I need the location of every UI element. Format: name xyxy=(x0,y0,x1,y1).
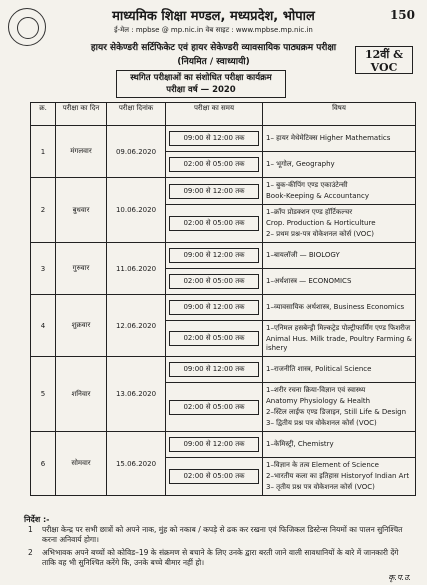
time-slot: 02:00 से 05:00 तक xyxy=(169,216,259,231)
subject-line: 1–अर्थशास्त्र — ECONOMICS xyxy=(266,277,352,285)
subject-line: 2–स्टिल लाईफ एण्ड डिजाइन, Still Life & Design xyxy=(266,408,407,416)
table-row xyxy=(31,178,416,205)
time-cell xyxy=(166,178,263,205)
subject-line: Animal Hus. Milk trade, Poultry Farming & ishery xyxy=(266,335,412,352)
subject-cell xyxy=(263,295,416,321)
row-date: 10.06.2020 xyxy=(107,178,166,243)
subject-line: 1–क्रॉप प्रोडक्शन एण्ड हॉर्टिकल्चर xyxy=(266,208,353,216)
header-day: परीक्षा का दिन xyxy=(56,103,107,126)
subject-cell xyxy=(263,321,416,357)
subject-line: 1–शरीर रचना क्रिया-विज्ञान एवं स्वास्थ्य xyxy=(266,386,366,394)
schedule-body xyxy=(31,126,416,496)
time-cell xyxy=(166,357,263,383)
subject-line: 1–व्यावसायिक अर्थशास्त्र, Business Economics xyxy=(266,303,405,311)
time-slot: 02:00 से 05:00 तक xyxy=(169,400,259,415)
note-item xyxy=(28,525,410,545)
subject-cell xyxy=(263,178,416,205)
subject-cell xyxy=(263,269,416,295)
class-line-1: 12वीं & xyxy=(364,48,404,61)
time-slot: 09:00 से 12:00 तक xyxy=(169,248,259,263)
subject-cell xyxy=(263,152,416,178)
time-cell xyxy=(166,243,263,269)
footer-mark: कृ.प.उ. xyxy=(388,573,411,582)
subject-line: 1–बायलॉजी — BIOLOGY xyxy=(266,251,340,259)
note-number: 1 xyxy=(28,525,33,534)
header-date: परीक्षा दिनांक xyxy=(107,103,166,126)
time-cell xyxy=(166,383,263,432)
schedule-table xyxy=(30,102,416,496)
table-row xyxy=(31,357,416,383)
subject-line: 1–विज्ञान के तत्व Element of Science xyxy=(266,461,379,469)
note-item xyxy=(28,548,410,568)
time-slot: 09:00 से 12:00 तक xyxy=(169,437,259,452)
row-day: गुरुवार xyxy=(56,243,107,295)
row-day: सोमवार xyxy=(56,432,107,496)
time-slot: 09:00 से 12:00 तक xyxy=(169,131,259,146)
subject-cell xyxy=(263,126,416,152)
subject-line: 2–भारतीय कला का इतिहास Historyof Indian Art xyxy=(266,472,410,480)
subject-line: 1– हायर मेथेमेटिक्स Higher Mathematics xyxy=(266,134,391,142)
contact-line: ई-मेल : mpbse @ mp.nic.in वेब साइट : www.mpbse.mp.nic.in xyxy=(114,26,313,34)
table-row xyxy=(31,295,416,321)
subject-line: 2– प्रथम प्रश्न-पत्र वोकेशनल कोर्स (VOC) xyxy=(266,230,374,238)
time-cell xyxy=(166,126,263,152)
header-subject: विषय xyxy=(263,103,416,126)
subject-cell xyxy=(263,458,416,496)
table-row xyxy=(31,126,416,152)
notice-line-1: स्थगित परीक्षाओं का संशोधित परीक्षा कार्यक्रम xyxy=(130,73,272,83)
exam-title: हायर सेकेण्डरी सर्टिफिकेट एवं हायर सेकेण्डरी व्यावसायिक पाठ्यक्रम परीक्षा xyxy=(90,43,337,53)
row-day: शनिवार xyxy=(56,357,107,432)
board-title: माध्यमिक शिक्षा मण्डल, मध्यप्रदेश, भोपाल xyxy=(112,9,315,24)
time-slot: 02:00 से 05:00 तक xyxy=(169,274,259,289)
notice-line-2: परीक्षा वर्ष — 2020 xyxy=(166,85,236,95)
subject-line: Anatomy Physiology & Health xyxy=(266,397,371,405)
time-slot: 09:00 से 12:00 तक xyxy=(169,184,259,199)
time-cell xyxy=(166,432,263,458)
table-header-row xyxy=(31,103,416,126)
subject-cell xyxy=(263,205,416,243)
subject-line: 1–राजनीति शास्त्र, Political Science xyxy=(266,365,372,373)
subject-line: 3– तृतीय प्रश्न पत्र वोकेशनल कोर्स (VOC) xyxy=(266,483,375,491)
table-row xyxy=(31,243,416,269)
row-number: 4 xyxy=(31,295,56,357)
time-cell xyxy=(166,295,263,321)
subject-cell xyxy=(263,357,416,383)
exam-subtitle: (नियमित / स्वाध्यायी) xyxy=(177,57,250,67)
row-number: 5 xyxy=(31,357,56,432)
subject-line: 3– द्वितीय प्रश्न पत्र वोकेशनल कोर्स (VOC) xyxy=(266,419,377,427)
time-slot: 02:00 से 05:00 तक xyxy=(169,157,259,172)
header-time: परीक्षा का समय xyxy=(166,103,263,126)
time-cell xyxy=(166,458,263,496)
row-date: 11.06.2020 xyxy=(107,243,166,295)
notes-label: निर्देश :- xyxy=(24,515,50,524)
note-number: 2 xyxy=(28,548,33,557)
subject-line: Crop. Production & Horticulture xyxy=(266,219,376,227)
time-cell xyxy=(166,152,263,178)
row-number: 3 xyxy=(31,243,56,295)
subject-line: 1– बुक-कीपिंग एण्ड एकाउंटेन्सी xyxy=(266,181,348,189)
note-text: अभिभावक अपने बच्चों को कोविड–19 के संक्रमण से बचाने के लिए उनके द्वारा बरती जाने वाली सावधानियों के बारे में जानकारी देंगे ताकि वह भी सुनिश्चित करेंगे कि, उनके बच्चे बीमार नहीं हो। xyxy=(42,548,399,567)
row-number: 1 xyxy=(31,126,56,178)
notice-box xyxy=(116,70,286,98)
row-date: 09.06.2020 xyxy=(107,126,166,178)
row-date: 13.06.2020 xyxy=(107,357,166,432)
subject-line: 1– भूगोल, Geography xyxy=(266,160,335,168)
row-date: 12.06.2020 xyxy=(107,295,166,357)
subject-line: 1–एनिमल हसबेन्ड्री मिल्कट्रेड पोल्ट्रीफार्मिंग एण्ड फिशरीज xyxy=(266,324,411,332)
note-text: परीक्षा केन्द्र पर सभी छात्रों को अपने नाक, मुंह को नकाब / कपड़े से ढक कर रखना एवं फिजिकल डिस्टेन्स नियमों का पालन सुनिश्चित करना अनिवार्य होगा। xyxy=(42,525,403,544)
class-box xyxy=(355,46,413,74)
subject-line: Book-Keeping & Accountancy xyxy=(266,192,369,200)
class-line-2: VOC xyxy=(370,61,398,74)
row-day: बुधवार xyxy=(56,178,107,243)
row-number: 2 xyxy=(31,178,56,243)
time-slot: 09:00 से 12:00 तक xyxy=(169,300,259,315)
anniversary-badge: 150 xyxy=(389,8,415,22)
subject-cell xyxy=(263,432,416,458)
time-slot: 02:00 से 05:00 तक xyxy=(169,331,259,346)
row-number: 6 xyxy=(31,432,56,496)
subject-line: 1–केमिस्ट्री, Chemistry xyxy=(266,440,334,448)
row-date: 15.06.2020 xyxy=(107,432,166,496)
subject-cell xyxy=(263,383,416,432)
subject-cell xyxy=(263,243,416,269)
time-cell xyxy=(166,205,263,243)
time-slot: 02:00 से 05:00 तक xyxy=(169,469,259,484)
row-day: शुक्रवार xyxy=(56,295,107,357)
table-row xyxy=(31,432,416,458)
time-slot: 09:00 से 12:00 तक xyxy=(169,362,259,377)
time-cell xyxy=(166,269,263,295)
header-sn: क्र. xyxy=(31,103,56,126)
time-cell xyxy=(166,321,263,357)
row-day: मंगलवार xyxy=(56,126,107,178)
